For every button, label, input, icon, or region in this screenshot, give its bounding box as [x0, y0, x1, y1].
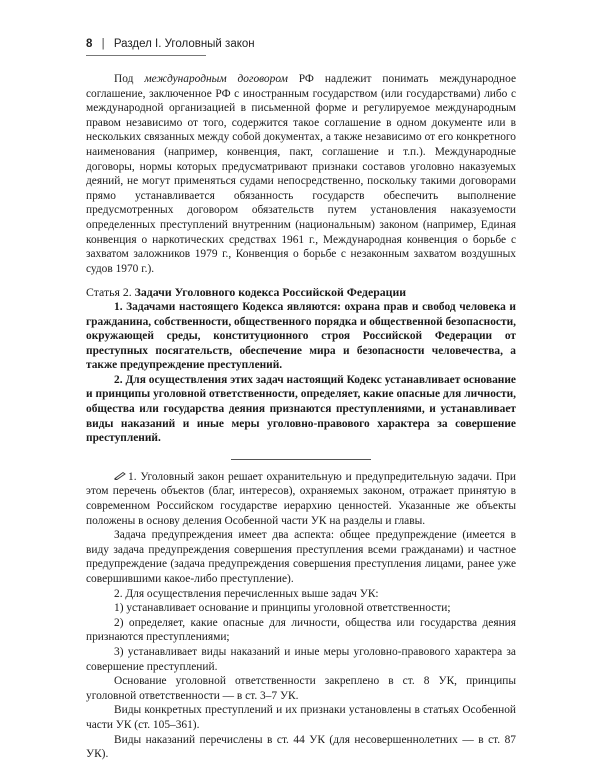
- commentary-list-item: 2) определяет, какие опасные для личности, общества или государства деяния признаются преступлениями;: [86, 616, 516, 644]
- article-prefix: Статья 2.: [86, 285, 132, 300]
- commentary-list-item: 1) устанавливает основание и принципы уголовной ответственности;: [114, 602, 451, 615]
- commentary-list-item: 3) устанавливает виды наказаний и иные меры уголовно-правового характера за совершение преступлений.: [86, 645, 516, 673]
- article-heading: [86, 285, 516, 300]
- intro-paragraph: [86, 72, 516, 276]
- article-title: Задачи Уголовного кодекса Российской Федерации: [134, 285, 407, 300]
- commentary-paragraph: Задача предупреждения имеет два аспекта: общее предупреждение (имеется в виду задача предупреждения совершения преступления всеми гражданами) и частное предупреждение (задача предупреждения совершения преступления лицами, ранее уже совершившими какое-либо преступление).: [86, 529, 516, 585]
- section-divider: [231, 459, 371, 460]
- commentary-paragraph: Виды конкретных преступлений и их признаки установлены в статьях Особенной части УК (ст. 105–361).: [86, 704, 516, 731]
- commentary-text: 1. Уголовный закон решает охранительную и предупредительную задачи. При этом перечень объектов (благ, интересов), охраняемых законом, отражает принятую в современном Российском государстве иерархию ценностей. Указанные же объекты положены в основу деления Особенной части УК на разделы и главы.: [86, 470, 516, 527]
- page-body: [86, 72, 516, 762]
- section-title: Раздел I. Уголовный закон: [113, 38, 255, 50]
- commentary-paragraph: Виды наказаний перечислены в ст. 44 УК (для несовершеннолетних — в ст. 87 УК).: [86, 733, 516, 761]
- article-paragraph: 2. Для осуществления этих задач настоящий Кодекс устанавливает основание и принципы уголовной ответственности, определяет, какие опасные для личности, общества или государства деяния признаются преступлениями, и устанавливает виды наказаний и иные меры уголовно-правового характера за совершение преступлений.: [86, 373, 516, 445]
- commentary-paragraph: [86, 470, 516, 528]
- intro-term: международным договором: [144, 73, 288, 85]
- intro-lead: Под: [114, 73, 145, 85]
- header-rule: [86, 55, 206, 56]
- intro-text: РФ надлежит понимать международное соглашение, заключенное РФ с иностранным государством (или государствами) либо с международной организацией в письменной форме и регулируемое международным правом независимо от того, содержится такое соглашение в одном документе или в нескольких связанных между собой документах, а также независимо от его конкретного наименования (например, конвенция, пакт, соглашение и т.п.). Международные договоры, нормы которых предусматривают признаки составов уголовно наказуемых деяний, не могут применяться судами непосредственно, поскольку такими договорами прямо устанавливается обязанность государств обеспечить выполнение предусмотренных договором обязательств путем установления наказуемости определенных преступлений внутренним (национальным) законом (например, Единая конвенция о наркотических средствах 1961 г., Международная конвенция о борьбе с захватом заложников 1979 г., Конвенция о борьбе с незаконным захватом воздушных судов 1970 г.).: [86, 73, 516, 275]
- commentary-paragraph: 2. Для осуществления перечисленных выше задач УК:: [114, 587, 379, 600]
- pen-icon: [114, 470, 128, 485]
- article-paragraph: 1. Задачами настоящего Кодекса являются: охрана прав и свобод человека и гражданина, собственности, общественного порядка и общественной безопасности, окружающей среды, конституционного строя Российской Федерации от преступных посягательств, обеспечение мира и безопасности человечества, а также предупреждение преступлений.: [86, 300, 516, 372]
- header-separator: |: [101, 38, 105, 50]
- page-number: 8: [86, 38, 93, 50]
- commentary-paragraph: Основание уголовной ответственности закреплено в ст. 8 УК, принципы уголовной ответственности — в ст. 3–7 УК.: [86, 675, 516, 702]
- running-header: [86, 38, 255, 50]
